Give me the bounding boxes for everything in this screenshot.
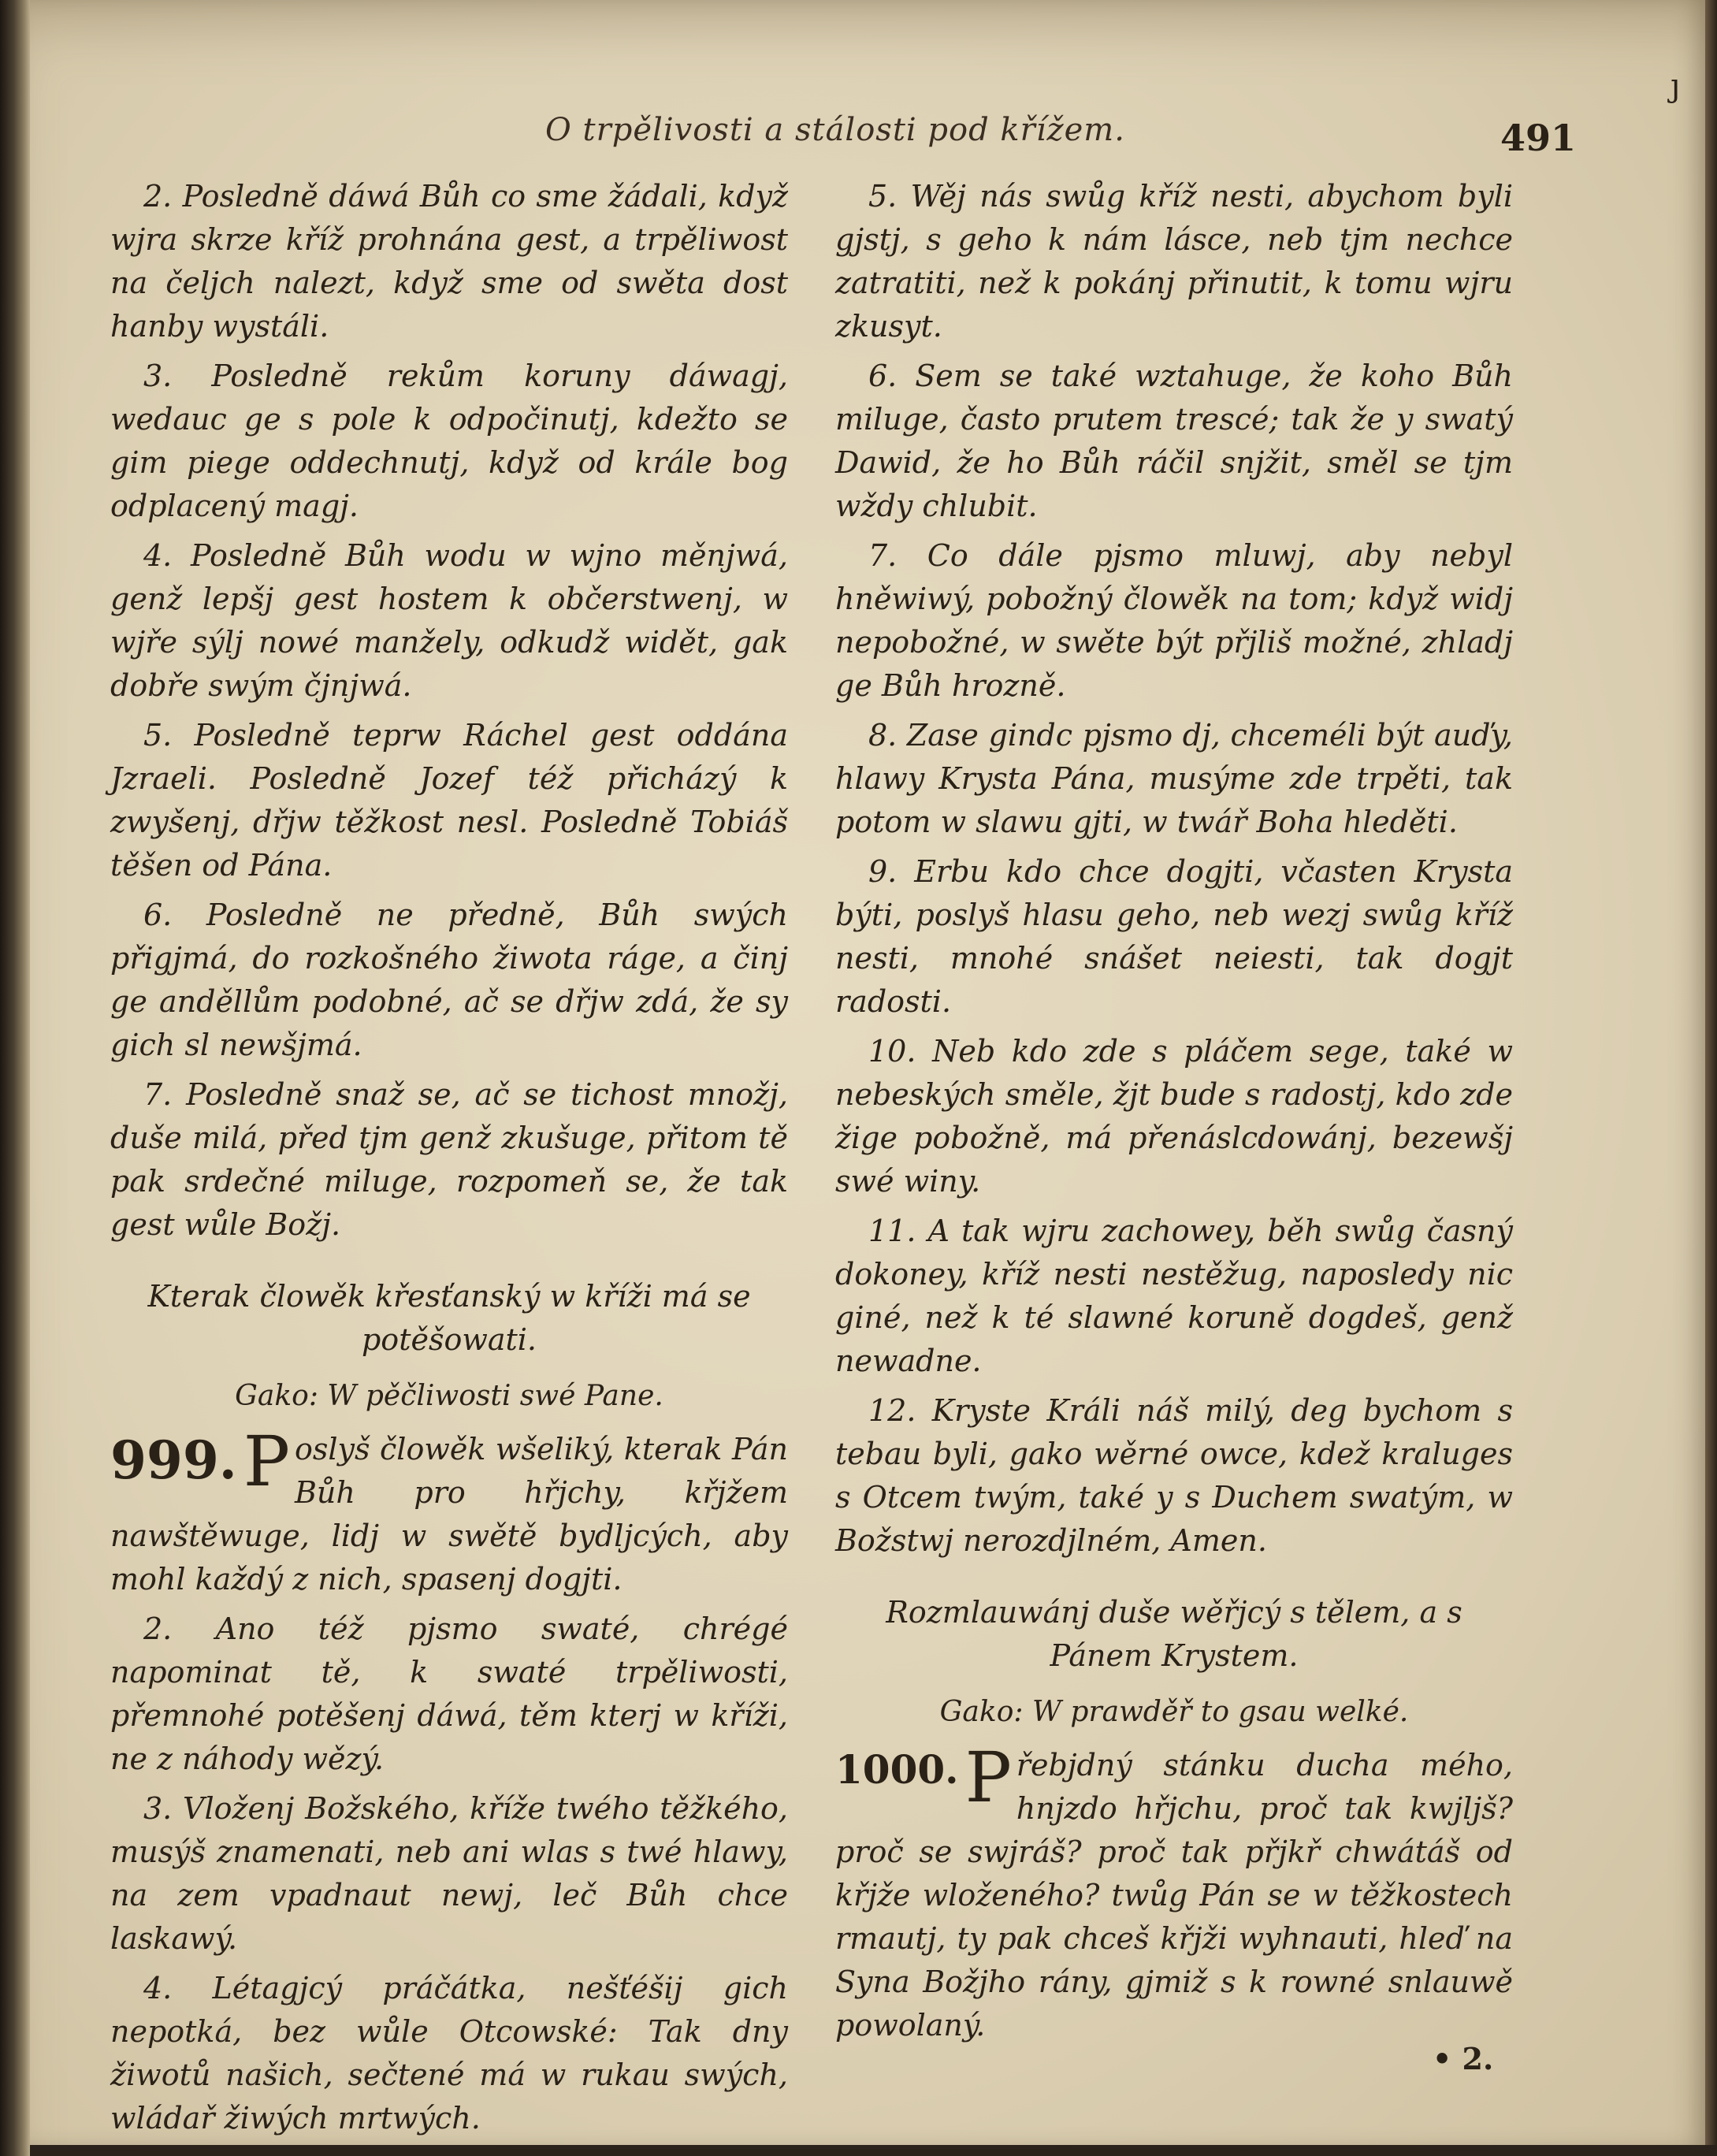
right-page-edge (1705, 0, 1717, 2156)
stanza: 5. Wěj nás swůg kříž nesti, abychom byli gjstj, s geho k nám lásce, neb tjm nechce zatratiti, než k pokánj přinutit, k tomu wjru zkusyt. (835, 179, 1513, 344)
tune-line: Gako: W pěčliwosti swé Pane. (235, 1380, 663, 1412)
stanza: 6. Sem se také wztahuge, že koho Bůh miluge, často prutem trescé; tak že y swatý Dawid, že ho Bůh ráčil snjžit, směl se tjm wždy chlubit. (835, 359, 1513, 523)
page-number: 491 (1500, 117, 1576, 159)
hymn-opening (110, 1421, 788, 1601)
corner-mark: ȷ (1671, 68, 1681, 104)
left-column (110, 175, 788, 2147)
stanza: 8. Zase gindc pjsmo dj, chceméli být auďy, hlawy Krysta Pána, musýme zde trpěti, tak potom w slawu gjti, w twář Boha hleděti. (835, 718, 1513, 839)
bottom-page-edge (30, 2145, 1717, 2156)
stanza: 11. A tak wjru zachowey, běh swůg časný dokoney, kříž nesti nestěžug, naposledy nic giné, než k té slawné koruně dogdeš, genž newadne. (835, 1214, 1513, 1378)
stanza: 7. Co dále pjsmo mluwj, aby nebyl hněwiwý, pobožný člowěk na tom; když widj nepobožné, w swěte být přjliš možné, zhladj ge Bůh hrozně. (835, 538, 1513, 703)
stanza: 6. Posledně ne předně, Bůh swých přigjmá, do rozkošného žiwota ráge, a činj ge anděllům podobné, ač se dřjw zdá, že sy gich sl newšjmá. (110, 898, 788, 1062)
song-title: Rozmlauwánj duše wěřjcý s tělem, a s Pánem Krystem. (886, 1595, 1462, 1673)
stanza: 4. Posledně Bůh wodu w wjno měnjwá, genž lepšj gest hostem k občerstwenj, w wjře sýlj nowé manžely, odkudž widět, gak dobře swým čjnjwá. (110, 538, 788, 703)
drop-cap-letter: P (964, 1737, 1012, 1818)
stanza: 9. Erbu kdo chce dogjti, včasten Krysta býti, poslyš hlasu geho, neb wezj swůg kříž nesti, mnohé snášet neiesti, tak dogjt radosti. (835, 854, 1513, 1019)
stanza: 3. Vloženj Božského, kříže twého těžkého, musýš znamenati, neb ani wlas s twé hlawy, na zem vpadnaut newj, leč Bůh chce laskawý. (110, 1791, 788, 1956)
song-title: Kterak člowěk křesťanský w kříži má se potěšowati. (147, 1279, 751, 1357)
stanza: 3. Posledně rekům koruny dáwagj, wedauc ge s pole k odpočinutj, kdežto se gim piege oddechnutj, když od krále bog odplacený magj. (110, 359, 788, 523)
stanza: 2. Posledně dáwá Bůh co sme žádali, když wjra skrze kříž prohnána gest, a trpěliwost na čeljch nalezt, když sme od swěta dost hanby wystáli. (110, 179, 788, 344)
hymn-number: 999. (110, 1429, 237, 1491)
stanza: 2. Ano též pjsmo swaté, chrégé napominat tě, k swaté trpěliwosti, přemnohé potěšenj dáwá, těm kterj w kříži, ne z náhody wězý. (110, 1611, 788, 1776)
running-header: O trpělivosti a stálosti pod křížem. (545, 112, 1125, 148)
stanza: 5. Posledně teprw Ráchel gest oddána Jzraeli. Posledně Jozef též přicházý k zwyšenj, dřjw těžkost nesl. Posledně Tobiáš těšen od Pána. (110, 718, 788, 883)
hymn-first-stanza: řebjdný stánku ducha mého, hnjzdo hřjchu, proč tak kwjljš? proč se swjráš? proč tak přjkř chwátáš od křjže wloženého? twůg Pán se w těžkostech rmautj, ty pak chceš křjži wyhnauti, hleď na Syna Božjho rány, gjmiž s k rowné snlauwě powolaný. (835, 1748, 1513, 2043)
hymn-number: 1000. (835, 1746, 959, 1793)
catchword: • 2. (1433, 2041, 1494, 2076)
stanza: 4. Létagjcý práčátka, nešťéšij gich nepotká, bez wůle Otcowské: Tak dny žiwotů našich, sečtené má w rukau swých, wládař žiwých mrtwých. (110, 1971, 788, 2136)
stanza: 10. Neb kdo zde s pláčem sege, také w nebeských směle, žjt bude s radostj, kdo zde žige pobožně, má přenáslcdowánj, bezewšj swé winy. (835, 1034, 1513, 1199)
stanza: 12. Kryste Králi náš milý, deg bychom s tebau byli, gako wěrné owce, kdež kraluges s Otcem twým, také y s Duchem swatým, w Božstwj nerozdjlném, Amen. (835, 1393, 1513, 1558)
right-column (835, 175, 1513, 2054)
tune-line: Gako: W prawděř to gsau welké. (939, 1696, 1409, 1728)
book-binding-edge (0, 0, 30, 2156)
hymn-first-stanza: oslyš člowěk wšeliký, kterak Pán Bůh pro hřjchy, křjžem nawštěwuge, lidj w swětě bydljcých, aby mohl každý z nich, spasenj dogjti. (110, 1432, 788, 1597)
stanza: 7. Posledně snaž se, ač se tichost množj, duše milá, před tjm genž zkušuge, přitom tě pak srdečné miluge, rozpomeň se, že tak gest wůle Božj. (110, 1077, 788, 1242)
drop-cap-letter: P (243, 1421, 290, 1502)
hymn-opening (835, 1737, 1513, 2047)
